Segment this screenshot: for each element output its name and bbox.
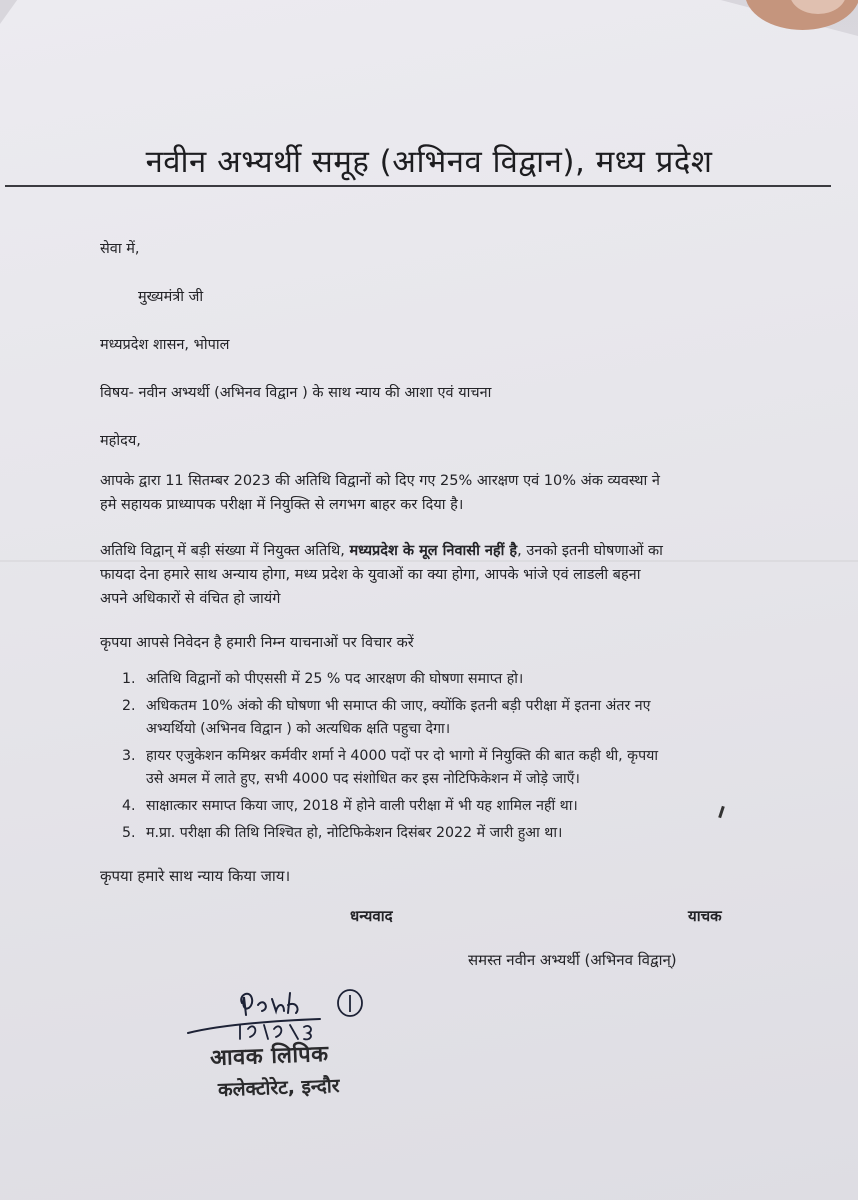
- heading-rule: [5, 185, 831, 187]
- salutation-to: सेवा में,: [100, 241, 140, 257]
- recipient-office: मध्यप्रदेश शासन, भोपाल: [100, 337, 230, 353]
- paragraph-2-bold: मध्यप्रदेश के मूल निवासी नहीं है: [349, 543, 518, 559]
- paragraph-2-text-a: अतिथि विद्वान् में बड़ी संख्या में नियुक्त अतिथि,: [100, 543, 350, 559]
- signatory: समस्त नवीन अभ्यर्थी (अभिनव विद्वान्): [468, 951, 677, 969]
- list-item: 2. अधिकतम 10% अंको की घोषणा भी समाप्त की जाए, क्योंकि इतनी बड़ी परीक्षा में इतना अंतर नए अभ्यर्थियो (अभिनव विद्वान ) को अत्यधिक क्षति पहुचा देगा।: [122, 698, 651, 737]
- paragraph-1-line-1: आपके द्वारा 11 सितम्बर 2023 की अतिथि विद्वानों को दिए गए 25% आरक्षण एवं 10% अंक व्यवस्था ने: [100, 473, 660, 489]
- request-list: [122, 668, 762, 849]
- paragraph-2-line-1: [100, 540, 663, 563]
- petitioner-label: याचक: [688, 907, 722, 925]
- paragraph-2-line-3: अपने अधिकारों से वंचित हो जायंगे: [100, 591, 281, 607]
- list-item: 1. अतिथि विद्वानों को पीएससी में 25 % पद आरक्षण की घोषणा समाप्त हो।: [122, 671, 524, 687]
- paragraph-2-line-2: फायदा देना हमारे साथ अन्याय होगा, मध्य प्रदेश के युवाओं का क्या होगा, आपके भांजे एवं लाडली बहना: [100, 567, 641, 583]
- paragraph-2-text-b: , उनको इतनी घोषणाओं का: [517, 543, 663, 559]
- list-item: 3. हायर एजुकेशन कमिश्नर कर्मवीर शर्मा ने 4000 पदों पर दो भागो में नियुक्ति की बात कही थी, कृपया उसे अमल में लाते हुए, सभी 4000 पद संशोधित कर इस नोटिफिकेशन में जोड़े जाएँ।: [122, 748, 659, 787]
- stamp-collectorate: कलेक्टोरेट, इन्दौर: [217, 1074, 340, 1102]
- recipient: मुख्यमंत्री जी: [138, 289, 204, 305]
- list-item: 4. साक्षात्कार समाप्त किया जाए, 2018 में होने वाली परीक्षा में भी यह शामिल नहीं था।: [122, 798, 578, 814]
- subject-line: विषय- नवीन अभ्यर्थी (अभिनव विद्वान ) के साथ न्याय की आशा एवं याचना: [100, 385, 492, 401]
- paragraph-1-line-2: हमे सहायक प्राध्यापक परीक्षा में नियुक्ति से लगभग बाहर कर दिया है।: [100, 497, 464, 513]
- greeting: महोदय,: [100, 433, 141, 449]
- closing-request: कृपया हमारे साथ न्याय किया जाय।: [100, 867, 291, 885]
- request-intro: कृपया आपसे निवेदन है हमारी निम्न याचनाओं पर विचार करें: [100, 635, 414, 651]
- thanks: धन्यवाद: [350, 907, 393, 925]
- stamp-receiving-clerk: आवक लिपिक: [209, 1041, 329, 1072]
- letter-heading: नवीन अभ्यर्थी समूह (अभिनव विद्वान), मध्य प्रदेश: [145, 144, 713, 180]
- list-item: 5. म.प्रा. परीक्षा की तिथि निश्चित हो, नोटिफिकेशन दिसंबर 2022 में जारी हुआ था।: [122, 825, 563, 841]
